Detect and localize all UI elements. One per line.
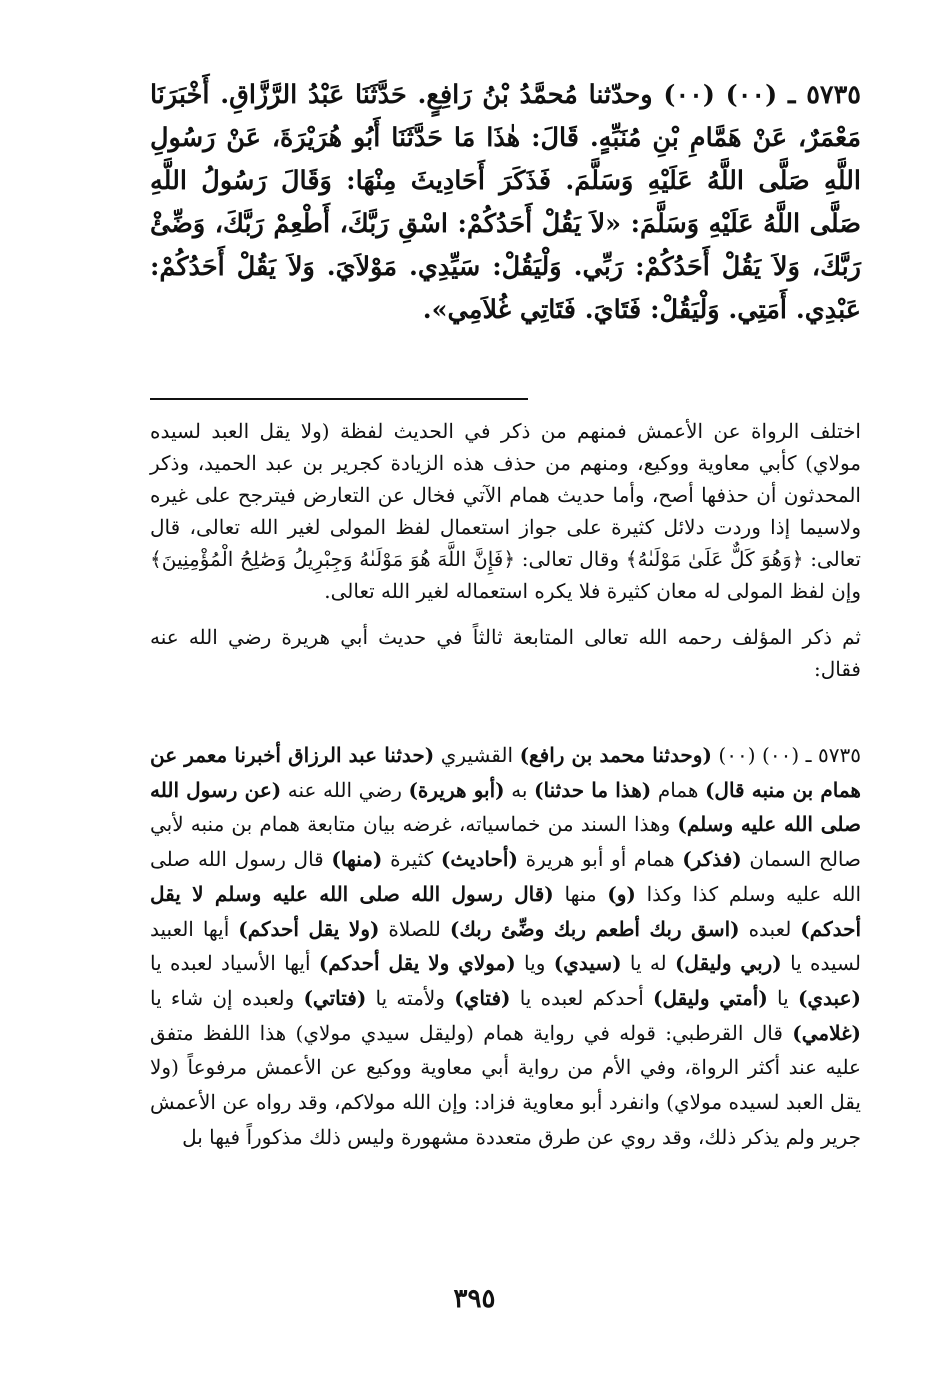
sharh-segment: رضي الله عنه xyxy=(281,777,409,802)
sharh-quoted-segment: (أمتي وليقل) xyxy=(653,985,768,1010)
sharh-block xyxy=(150,738,861,1154)
sharh-segment: منها xyxy=(553,881,608,906)
sharh-segment: ٥٧٣٥ ـ (٠٠) (٠٠) xyxy=(711,743,861,767)
sharh-quoted-segment: (فتاي) xyxy=(454,985,511,1010)
sharh-segment: ويا xyxy=(515,951,554,976)
sharh-quoted-segment: (حدثنا عبد الرزاق أخبرنا معمر عن همام بن منبه قال) xyxy=(150,743,861,802)
sharh-segment: أيها الأسياد لعبده يا xyxy=(150,951,319,976)
sharh-segment: قال رسول الله صلى الله عليه وسلم كذا وكذا xyxy=(150,847,861,906)
commentary-paragraph-2: ثم ذكر المؤلف رحمه الله تعالى المتابعة ثالثاً في حديث أبي هريرة رضي الله عنه فقال: xyxy=(150,625,861,681)
sharh-quoted-segment: (أبو هريرة) xyxy=(408,777,505,802)
sharh-quoted-segment: (مولاي ولا يقل أحدكم) xyxy=(318,951,516,976)
sharh-quoted-segment: (سيدي) xyxy=(553,951,622,976)
sharh-segment: ولأمته يا xyxy=(366,985,455,1010)
sharh-segment: للصلاة xyxy=(379,916,450,941)
sharh-segment: يا xyxy=(767,985,798,1010)
sharh-quoted-segment: (عن رسول الله صلى الله عليه وسلم) xyxy=(150,777,861,837)
sharh-quoted-segment: (منها) xyxy=(331,847,383,872)
sharh-quoted-segment: (ولا يقل أحدكم) xyxy=(238,916,380,941)
sharh-segment: همام أو أبو هريرة xyxy=(517,847,683,872)
page-number: ٣٩٥ xyxy=(453,1284,496,1314)
sharh-segment: القشيري xyxy=(434,743,520,767)
sharh-quoted-segment: (أحاديث) xyxy=(440,847,518,872)
sharh-quoted-segment: (فتاتي) xyxy=(303,985,367,1010)
sharh-segment: أيها العبيد لسيده يا xyxy=(150,916,861,976)
sharh-segment: كثيرة xyxy=(382,847,441,872)
sharh-segment: له يا xyxy=(621,951,675,976)
sharh-quoted-segment: (ربي وليقل) xyxy=(674,951,782,976)
commentary-paragraph-1: اختلف الرواة عن الأعمش فمنهم من ذكر في الحديث لفظة (ولا يقل العبد لسيده مولاي) كأبي معاوية ووكيع، ومنهم من حذف هذه الزيادة كجرير بن عبد الحميد، وذكر المحدثون أن حذفها أصح، وأما حديث همام الآتي فخال عن التعارض فيترجح على غيره ولاسيما إذا وردت دلائل كثيرة على جواز استعمال لفظ المولى لغير الله تعالى، قال تعالى: ﴿وَهُوَ كَلٌّ عَلَىٰ مَوْلَىٰهُ﴾ وقال تعالى: ﴿فَإِنَّ اللَّهَ هُوَ مَوْلَىٰهُ وَجِبْرِيلُ وَصَٰلِحُ الْمُؤْمِنِينَ﴾ وإن لفظ المولى له معان كثيرة فلا يكره استعماله لغير الله تعالى. xyxy=(150,419,861,603)
sharh-segment: أحدكم لعبده يا xyxy=(510,985,654,1010)
footnote-separator xyxy=(150,398,528,400)
sharh-quoted-segment: (وحدثنا محمد بن رافع) xyxy=(519,743,712,767)
sharh-quoted-segment: (غلامي) xyxy=(792,1020,861,1045)
sharh-segment: ولعبده إن شاء يا xyxy=(150,985,304,1010)
sharh-quoted-segment: (اسق ربك أطعم ربك وضِّئ ربك) xyxy=(449,916,740,941)
sharh-segment: وهذا السند من خماسياته، غرضه بيان متابعة همام بن منبه لأبي صالح السمان xyxy=(150,812,861,872)
hadith-paragraph: ٥٧٣٥ ـ (٠٠) (٠٠) وحدّثنا مُحمَّدُ بْنُ رَافِعٍ. حَدَّثَنَا عَبْدُ الرَّزَّاقِ. أَخْبَرَنَا مَعْمَرٌ، عَنْ هَمَّامِ بْنِ مُنَبِّهٍ. قَالَ: هٰذَا مَا حَدَّثَنَا أَبُو هُرَيْرَةَ، عَنْ رَسُولِ اللَّهِ صَلَّى اللَّهُ عَلَيْهِ وَسَلَّمَ. فَذَكَرَ أَحَادِيثَ مِنْهَا: وَقَالَ رَسُولُ اللَّهِ صَلَّى اللَّهُ عَلَيْهِ وَسَلَّمَ: «لاَ يَقُلْ أَحَدُكُمْ: اسْقِ رَبَّكَ، أَطْعِمْ رَبَّكَ، وَضِّئْ رَبَّكَ، وَلاَ يَقُلْ أَحَدُكُمْ: رَبِّي. وَلْيَقُلْ: سَيِّدِي. مَوْلاَيَ. وَلاَ يَقُلْ أَحَدُكُمْ: عَبْدِي. أَمَتِي. وَلْيَقُلْ: فَتَايَ. فَتَاتِي غُلاَمِي». xyxy=(150,80,861,325)
sharh-segment: قال القرطبي: قوله في رواية همام (وليقل سيدي مولاي) هذا اللفظ متفق عليه عند أكثر الرواة، وفي الأم من رواية أبي معاوية ووكيع عن الأعمش مرفوعاً (ولا يقل العبد لسيده مولاي) وانفرد أبو معاوية فزاد: وإن الله مولاكم، وقد رواه عن الأعمش جرير ولم يذكر ذلك، وقد روي عن طرق متعددة مشهورة وليس ذلك مذكوراً فيها بل xyxy=(150,1020,861,1149)
sharh-quoted-segment: (قال رسول الله صلى الله عليه وسلم لا يقل أحدكم) xyxy=(150,881,862,941)
sharh-segment: همام xyxy=(651,777,705,802)
sharh-quoted-segment: (و) xyxy=(607,881,636,906)
hadith-text-block xyxy=(150,74,861,332)
sharh-segment: لعبده xyxy=(739,916,801,941)
sharh-paragraph xyxy=(150,738,861,1154)
sharh-quoted-segment: (هذا ما حدثنا) xyxy=(534,777,652,802)
commentary-block xyxy=(150,415,861,685)
sharh-quoted-segment: (فذكر) xyxy=(682,847,742,872)
sharh-quoted-segment: (عبدي) xyxy=(797,985,861,1010)
sharh-segment: به xyxy=(504,777,535,802)
